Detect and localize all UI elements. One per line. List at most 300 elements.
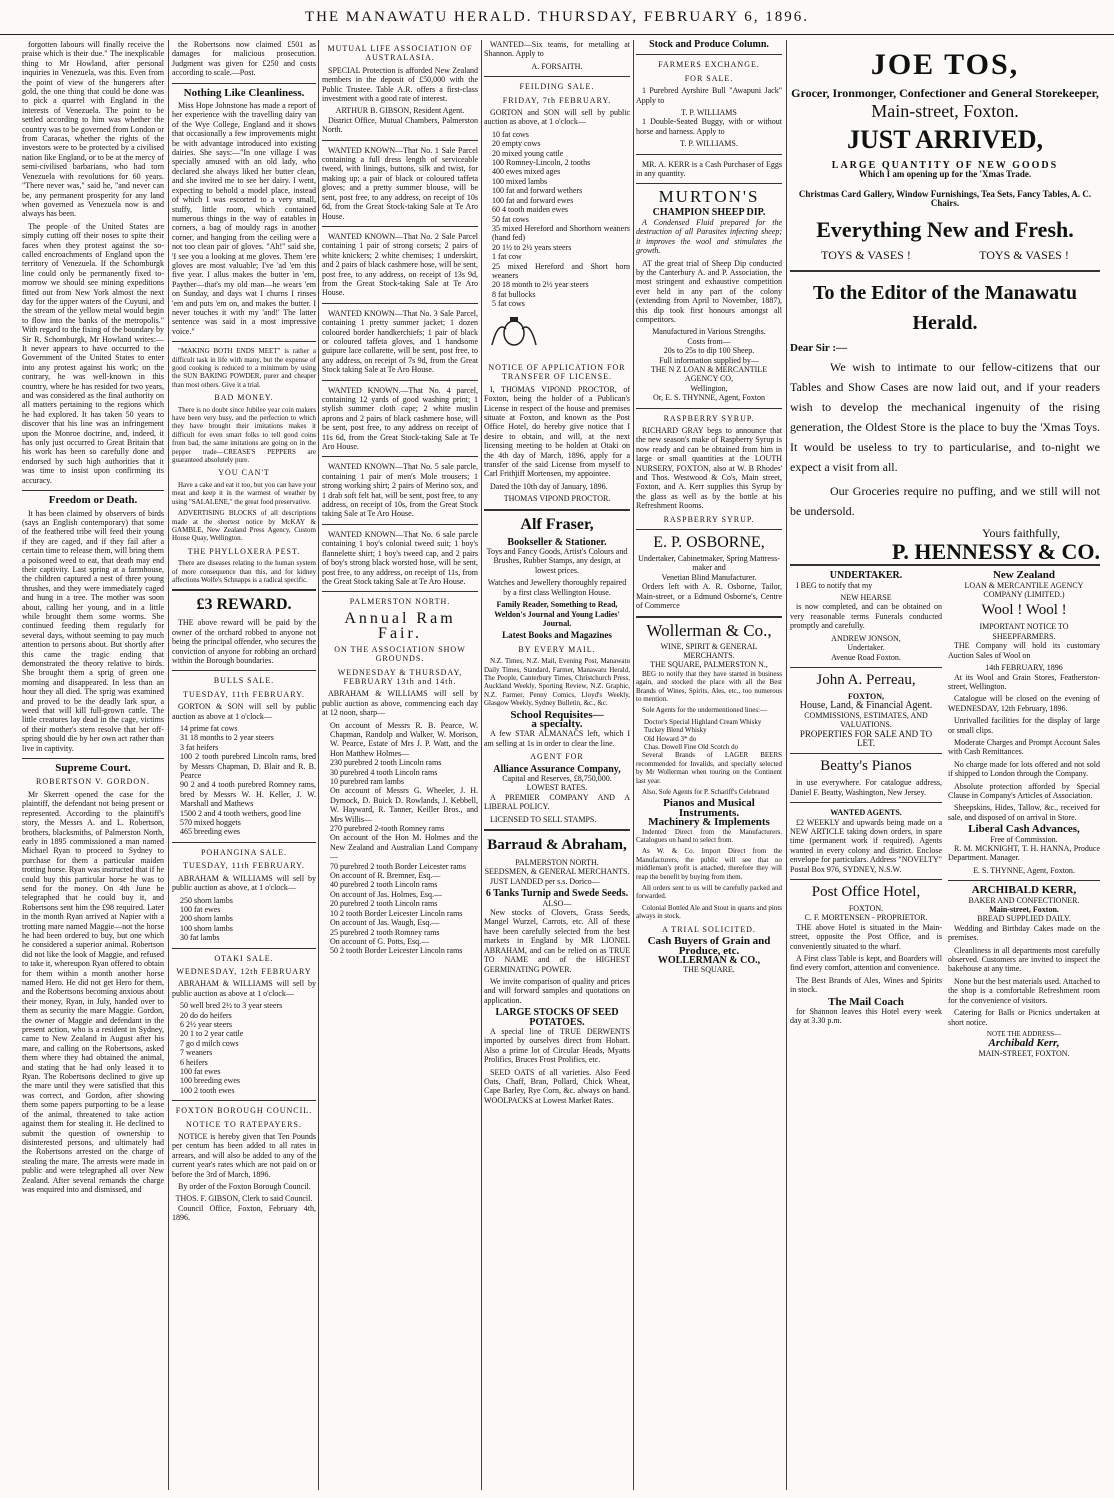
ad-text: All orders sent to us will be carefully packed and forwarded. — [636, 884, 782, 901]
classified-ad: 1 Double-Seated Buggy, with or without horse and harness. Apply to — [636, 117, 782, 136]
sale-list — [172, 896, 316, 943]
column-5 — [636, 40, 782, 1490]
ad-text: A Condensed Fluid prepared for the destruction of all Parasites infecting sheep; it improves the wool and stimulates the growth. — [636, 217, 782, 256]
list-item: 50 2 tooth Border Leicester Lincoln rams — [330, 946, 463, 956]
ad-heading: UNDERTAKER. — [829, 570, 903, 582]
ad-signature: T. P. WILLIAMS. — [680, 139, 738, 149]
notice-heading: FOXTON BOROUGH COUNCIL. — [175, 1106, 313, 1116]
ad-text: AT the great trial of Sheep Dip conducted by the Canterbury A. and P. Association, the most stringent and exhaustive competition ever held in any part of the colony (extending from April to November, 1887), this dip took first honours amongst all competitors. — [636, 258, 782, 324]
ad-heading: New Zealand — [992, 569, 1056, 582]
ad-text: £2 WEEKLY and upwards being made on a NEW ARTICLE taking down orders, in spare time (permanent work if required). Agents wanted in every colony and district. Enclose envelope for particulars. Address "NOVELTY" Postal Box 976, SYDNEY, N.S.W. — [790, 817, 942, 874]
ad-text: THE Company will hold its customary Auction Sales of Wool on — [948, 641, 1100, 660]
section-heading: Stock and Produce Column. — [649, 40, 769, 50]
ad-text: Full information supplied by— — [659, 355, 759, 365]
ad-text: We invite comparison of quality and prices and will forward samples and quotations on application. — [484, 976, 630, 1005]
list-item: 7 weaners — [180, 1048, 213, 1058]
list-item: 8 fat bullocks — [492, 289, 536, 299]
list-item: 200 shorn lambs — [180, 914, 233, 924]
letter-paragraph: Our Groceries require no puffing, and we still will not be undersold. — [790, 484, 1100, 519]
divider — [172, 83, 316, 84]
sale-text: GORTON & SON will sell by public auction as above at 1 o'clock— — [172, 702, 316, 721]
sale-heading: BULLS SALE. — [213, 676, 275, 686]
list-item: On account of Jas. Waugh, Esq.— — [330, 918, 440, 928]
ad-text: THE SQUARE. — [683, 965, 735, 975]
divider — [948, 880, 1100, 881]
ad-text: Also, Sole Agents for P. Schariff's Celebrated — [642, 788, 770, 796]
wanted-ad: WANTED KNOWN—That No. 3 Sale Parcel, containing 1 pretty summer jacket; 1 dozen coloured border handkerchiefs; 1 pair of black or coloured taffeta gloves, and 1 handsome guipure lace collarette, will be sent, post free, to any address, on receipt of 7s 9d, from the Great Stock taking Sale at Te Aro House. — [322, 308, 478, 375]
joe-tos-trade: Grocer, Ironmonger, Confectioner and General Storekeeper, — [791, 86, 1099, 100]
ad-text: Christmas Card Gallery, Window Furnishings, Tea Sets, Fancy Tables, A. C. Chairs. — [798, 188, 1092, 209]
ad-text: Or, E. S. THYNNE, Agent, Foxton — [653, 393, 765, 403]
divider — [172, 842, 316, 843]
ad-text: RICHARD GRAY begs to announce that the new season's make of Raspberry Syrup is now ready and can be obtained from him in large or small quantities at the LOUTH NURSERY, FOXTON, also at W. B Rhodes' and Thos. Westwood & Co's, Main street, Foxton, and A. Kerr supplies this Syrup by the glass as well as by the bottle at his Refreshment Rooms. — [636, 426, 782, 511]
ad-paragraph: There are diseases relating to the human system of more consequence than this, and for kidney affections Wolfe's Schnapps is a radical specific. — [172, 559, 316, 584]
post-office-hotel-heading: Post Office Hotel, — [811, 884, 921, 900]
ad-text: Undertaker. — [847, 643, 885, 653]
ad-text: New stocks of Clovers, Grass Seeds, Mangel Wurzel, Carrots, etc. All of these have been carefully selected from the best markets in England by MR LIONEL ABRAHAM, and can be relied on as TRUE TO NAME and of the HIGHEST GERMINATING POWER. — [484, 908, 630, 974]
ad-text: 20s to 25s to dip 100 Sheep. — [663, 346, 755, 356]
wanted-ad: WANTED KNOWN—That No. 2 Sale Parcel containing 1 pair of strong corsets; 2 pairs of white knickers; 2 white chemises; 1 underskirt, and 2 pairs of black cashmere hose, will be sent, post free, to any address, on receipt of 13s 9d, from the Great Stock-taking Sale at Te Aro House. — [322, 231, 478, 298]
ad-text: House, Land, & Financial Agent. — [799, 700, 933, 712]
wanted-ad: WANTED KNOWN—That No. 1 Sale Parcel containing a full dress length of serviceable tweed, with linings, buttons, silk and twist, for making up; a pair of black or coloured taffeta gloves; and a pretty summer blouse, will be sent, post free, to any address, on receipt of 10s 6d, from the Great Stock-taking Sale at Te Aro House. — [322, 145, 478, 221]
perreau-heading: John A. Perreau, — [816, 671, 916, 688]
list-item: 20 do do heifers — [180, 1010, 232, 1020]
list-item: Tuckey Blend Whisky — [644, 726, 707, 735]
sale-text: ABRAHAM & WILLIAMS will sell by public auction as above at 1 o'clock— — [172, 979, 316, 998]
list-item: 1 fat cow — [492, 252, 522, 262]
ad-text: None but the best materials used. Attached to the shop is a comfortable Refreshment room for the convenience of visitors. — [948, 976, 1100, 1005]
ad-text: Main-street, Foxton. — [989, 905, 1059, 915]
ad-heading: MUTUAL LIFE ASSOCIATION OF AUSTRALASIA. — [327, 44, 473, 63]
ad-text: Wellington, — [690, 383, 728, 393]
list-item: 10 purebred ram lambs — [330, 777, 404, 786]
list-item: 50 fat cows — [492, 214, 529, 224]
ad-text: for Shannon leaves this Hotel every week day at 3.30 p.m. — [790, 1007, 942, 1026]
toys-row — [790, 247, 1100, 262]
ad-text: NEW HEARSE — [840, 593, 892, 603]
letter-salutation: Dear Sir :— — [790, 342, 848, 355]
toys-label: TOYS & VASES ! — [979, 247, 1069, 262]
reward-heading: £3 REWARD. — [196, 596, 292, 614]
list-item: 100 2 tooth ewes — [180, 1085, 235, 1095]
ram-fair-heading: Annual Ram Fair. — [344, 609, 456, 642]
editor-letter-heading: To the Editor of the Manawatu Herald. — [813, 282, 1077, 335]
list-item: Doctor's Special Highland Cream Whisky — [644, 717, 762, 726]
ad-text: LOAN & MERCANTILE AGENCY COMPANY (LIMITED.) — [964, 580, 1084, 600]
ad-text: FOXTON, — [847, 691, 885, 701]
ad-text: Catalogue will be closed on the evening of WEDNESDAY, 12th February, 1896. — [948, 694, 1100, 713]
divider — [172, 948, 316, 949]
list-item: 100 shorn lambs — [180, 923, 233, 933]
ad-paragraph: Have a cake and eat it too, but you can have your meat and keep it in the warmest of weather by using "SALALENE," the great food preservative. — [172, 480, 316, 506]
divider — [322, 303, 478, 304]
ad-text: Watches and Jewellery thoroughly repaired by a first class Wellington House. — [487, 578, 627, 597]
list-item: On account of Jas. Holmes, Esq.— — [330, 889, 442, 899]
sale-date: TUESDAY, 11th FEBRUARY. — [183, 861, 305, 871]
column-3 — [322, 40, 478, 1490]
list-item: 1500 2 and 4 tooth wethers, good line — [180, 808, 301, 818]
section-heading: FOR SALE. — [684, 73, 734, 83]
ad-text: BEG to notify that they have started in business again, and stocked the place with all the Best Brands of Wines, Spirits, Ales, etc., too numerous to mention. — [636, 669, 782, 703]
list-item: 400 ewes mixed ages — [492, 167, 561, 177]
ad-text: Sheepskins, Hides, Tallow, &c., received for sale, and disposed of on arrival in Store. — [948, 803, 1100, 822]
classified-ad: MR. A. KERR is a Cash Purchaser of Eggs in any quantity. — [636, 159, 782, 179]
osborne-heading: E. P. OSBORNE, — [653, 534, 765, 552]
list-item: 465 breeding ewes — [180, 827, 240, 837]
wanted-ad: WANTED KNOWN.—That No. 4 parcel, containing 12 yards of good washing print; 1 stylish summer cloth cape; 2 white muslin aprons and 2 pairs of black cashmere hose, will be sent, post free, to any address on receipt of 11s 6d, from the Great Stock-taking Sale at Te Aro House. — [322, 385, 478, 452]
ad-signature: Archibald Kerr, — [988, 1037, 1060, 1050]
list-item: 100 fat ewes — [180, 1067, 221, 1076]
ad-text: At its Wool and Grain Stores, Featherston-street, Wellington. — [948, 672, 1100, 691]
ad-heading: Liberal Cash Advances, — [968, 823, 1080, 836]
list-item: On account of R. Bremner, Esq.— — [330, 871, 441, 881]
divider — [790, 753, 942, 754]
notice-date: Dated the 10th day of January, 1896. — [490, 481, 608, 491]
everything-new-heading: Everything New and Fresh. — [816, 216, 1074, 242]
ad-signature: T. P. WILLIAMS — [681, 108, 737, 118]
ad-text: A PREMIER COMPANY AND A LIBERAL POLICY. — [484, 792, 630, 812]
sale-text: GORTON and SON will sell by public auction as above, at 1 o'clock— — [484, 108, 630, 127]
wanted-ad: WANTED KNOWN—That No. 6 sale parcle containing 1 boy's colonial tweed suit; 1 boy's flannelette shirt; 1 boy's tweed cap, and 2 pairs of boy's strong black worsted hose, will be sent, post free, to any address, on receipt of 11s, from the Great Stock taking Sale at Te Aro House. — [322, 529, 478, 586]
list-item: 3 fat heifers — [180, 742, 219, 752]
ad-text: Cleanliness in all departments most carefully observed. Customers are invited to inspect the bakehouse at any time. — [948, 945, 1100, 974]
section-heading: FARMERS EXCHANGE. — [658, 60, 760, 70]
ad-text: NOTE THE ADDRESS— — [986, 1029, 1062, 1038]
ad-text: A TRIAL SOLICITED. — [662, 924, 756, 934]
letter-closing: Yours faithfully, — [981, 526, 1060, 541]
sale-list — [172, 1001, 316, 1095]
sale-heading: POHANGINA SALE. — [200, 847, 288, 857]
ad-text: C. F. MORTENSEN - PROPRIETOR. — [804, 913, 928, 923]
ad-text: A few STAR ALMANACS left, which I am selling at 1s in order to clear the line. — [484, 729, 630, 748]
alf-fraser-heading: Alf Fraser, — [520, 515, 594, 533]
ad-text: THE SQUARE, PALMERSTON N., — [650, 660, 768, 670]
murton-heading: MURTON'S — [658, 187, 760, 207]
list-item: 25 mixed Hereford and Short horn weaners — [492, 261, 630, 280]
ad-text: The Best Brands of Ales, Wines and Spirits in stock. — [790, 975, 942, 995]
notice-subheading: NOTICE TO RATEPAYERS. — [186, 1119, 302, 1129]
ad-heading: YOU CAN'T — [218, 468, 270, 478]
list-item: 10 fat cows — [492, 129, 529, 139]
list-item: On account of G. Potts, Esq.— — [330, 936, 430, 946]
ad-text: Latest Books and Magazines — [502, 630, 612, 641]
letter-body — [790, 357, 1100, 521]
divider — [790, 667, 942, 668]
ad-signature: R. M. MCKNIGHT, T. H. HANNA, Produce Department. Manager. — [948, 844, 1100, 863]
ad-text: Costs from— — [687, 336, 731, 346]
ad-heading: THE PHYLLOXERA PEST. — [187, 546, 301, 556]
joe-tos-address: Main-street, Foxton. — [871, 101, 1019, 121]
divider — [322, 140, 478, 141]
list-item: 60 4 tooth maiden ewes — [492, 205, 568, 215]
beatty-heading: Beatty's Pianos — [820, 758, 912, 775]
ad-text: A First class Table is kept, and Boarders will find every comfort, attention and convenience. — [790, 954, 942, 973]
ad-text: SEEDSMEN, & GENERAL MERCHANTS. — [484, 867, 630, 877]
wanted-ad: WANTED KNOWN—That No. 5 sale parcle, containing 1 pair of men's Mole trousers; 1 strong working shirt; 2 pairs of Merino sox, and 1 drab soft felt hat, will be sent, post free, to any address, on receipt of 10s, from the Great Stock taking Sale at Te Aro House. — [322, 462, 478, 519]
list-item: 100 mixed lambs — [492, 176, 548, 186]
ad-text: 14th FEBRUARY, 1896 — [985, 663, 1063, 673]
article-heading: Supreme Court. — [55, 762, 131, 775]
list-item: 7 go d milch cows — [180, 1038, 239, 1048]
divider — [790, 270, 1100, 272]
ad-heading: School Requisites— — [510, 708, 604, 721]
ad-text: SPECIAL Protection is afforded New Zealand members in the deposit of £50,000 with the Public Trustee. Table A.R. offers a first-class investment with a good rate of interest. — [322, 65, 478, 104]
list-item: 20 purebred 2 tooth Lincoln rams — [330, 899, 438, 909]
list-item: 20 mixed young cattle — [492, 148, 564, 158]
article-paragraph: Miss Hope Johnstone has made a report of her experience with the travelling dairy van of the Wye College, England and it shows that occasionally a few improvements might be with advantage introduced into existing dairies. She says:—"In one village I was specially amused with an old lady, who declared she always liked her butter clean, and she invited me to see her dairy. I went, expecting to behold a model place, instead of which I was escorted to a very small, stuffy, little room, which contained numerous things in the way of eatables in corners, a bag of mouldy rags in another corner, and hanging from the ceiling were a not too clean pair of gloves. "Ah!" said she, 'I see you a looking at me gloves. Them 'ere gloves are most valuable; I've 'ad 'em this five year. I allus makes the butter in 'em, Payther—that's my old man—he wears 'em on Sunday, and days wat I churns I rinses 'em and puts 'em on, and makes the butter. I never touches it with my 'and!' The latter sentence was said in a most impressive voice." — [172, 101, 316, 336]
column-rule — [168, 40, 169, 1490]
list-item: 20 1½ to 2½ years steers — [492, 242, 572, 252]
sale-list — [172, 724, 316, 837]
archibald-kerr-heading: ARCHIBALD KERR, — [971, 884, 1077, 897]
divider — [484, 829, 630, 831]
ad-text: Toys and Fancy Goods, Artist's Colours and Brushes, Rubber Stamps, any design, at lowest prices. — [486, 547, 628, 575]
article-paragraph: The people of the United States are simply cutting off their noses to spite their faces when they protest against the so-called encroachments of England upon the territory of Venezuela. If the Schomburgk line could only be permanently fixed to-morrow we should see mining expeditions fitted out from New York almost the next day for the upper waters of the Cuyuni, and the stream of the yellow metal would begin to flow into the banks of the metropolis." With regard to the fixing of the boundary by Sir R. Schomburgk, Mr Howland writes:—It never appears to have occurred to the Government of the United States to enter into any protest against his work; on the contrary, he was well-known in this country, where he has resided for two years, and was considered as the final authority on all matters pertaining to the regions which he had explored. It has taken 50 years to discover that his line was an infringement upon the Monroe doctrine, and, indeed, it has only just occurred to Great Britain that his work has been so carefully done and endorsed by such high authorities that it was time to insist upon confirming its accuracy. — [22, 221, 164, 485]
joe-tos-heading: JOE TOS, — [870, 48, 1020, 81]
ad-text: BREAD SUPPLIED DAILY. — [977, 914, 1071, 924]
list-item: 30 fat lambs — [180, 933, 220, 943]
ad-text: THE above Hotel is situated in the Main-street, opposite the Post Office, and is conveniently situated to the wharf. — [790, 922, 942, 951]
list-item: 100 fat ewes — [180, 904, 221, 914]
list-item: 20 1 to 2 year cattle — [180, 1029, 244, 1039]
divider — [790, 802, 942, 803]
divider — [790, 879, 942, 880]
ad-heading: Cash Buyers of Grain and Produce, etc. — [647, 935, 771, 957]
ad-text: Manufactured in Various Strengths. — [652, 327, 766, 337]
ad-text: N.Z. Times, N.Z. Mail, Evening Post, Manawatu Daily Times, Standard, Farmer, Manawatu Herald, The People, Canterbury Times, Christchurch Press, Auckland Weekly, Sporting Review, N.Z. Graphic, N.Z. Farmer, Penny Comics, Lloyd's Weekly, Glasgow Weekly, Sydney Bulletin, &c., &c. — [484, 657, 630, 708]
divider — [172, 589, 316, 591]
ad-text: THE N Z LOAN & MERCANTILE AGENCY CO, — [650, 364, 768, 384]
product-list — [636, 718, 782, 752]
murton-subheading: CHAMPION SHEEP DIP. — [652, 207, 766, 219]
ad-text: SEED OATS of all varieties. Also Feed Oats, Chaff, Bran, Pollard, Chick Wheat, Cape Barley, Rye Corn, &c. always on hand. WOOLPACKS at Lowest Market Rates. — [484, 1067, 630, 1105]
ad-heading: Pianos and Musical Instruments. — [663, 797, 755, 819]
list-item: 100 2 tooth purebred Lincoln rams, bred by Messrs Chapman, D. Blair and R. B. Pearce — [180, 752, 316, 781]
divider — [322, 524, 478, 525]
ad-text: PALMERSTON NORTH. — [515, 858, 599, 868]
list-item: 230 purebred 2 tooth Lincoln rams — [330, 758, 442, 768]
divider — [172, 670, 316, 671]
ad-paragraph: ADVERTISING BLOCKS of all descriptions made at the shortest notice by McKAY & GAMBLE, New Zealand Press Agency, Custom House Quay, Wellington. — [172, 509, 316, 543]
ad-text: Venetian Blind Manufacturer. — [661, 572, 757, 582]
article-paragraph: It has been claimed by observers of birds (says an English contemporary) that some of the feathered tribe will feed their young if they are caged, and if they fail after a certain time to release them, will bring them a poisoned weed to eat, that death may end their captivity. Last spring at a farmhouse, the children captured a nest of three young thrushes, and they were immediately caged and hung in a tree. The mother was soon about, calling her young, and in a little while brought them some worms. She continued feeding them regularly for several days, without seeming to pay much attention to persons about. But shortly after this came the tragic ending that demonstrated the theory relative to birds. She brought them a sprig of green one morning and disappeared. In less than an hour they all died. The sprig was examined and proved to be the deadly lark spur, a weed that will kill full-grown cattle. The little creatures lay dead in the cage, victims of their mother's stern resolve that her off-spring should die by her own act rather than live in captivity. — [22, 508, 164, 753]
ad-text: Family Reader, Something to Read, Weldon's Journal and Young Ladies' Journal. — [494, 600, 620, 628]
list-item: 6 heifers — [180, 1057, 208, 1067]
ad-heading: RASPBERRY SYRUP. — [663, 413, 755, 423]
divider — [22, 490, 164, 491]
list-item: 70 purebred 2 tooth Border Leicester rams — [330, 861, 466, 871]
ad-heading: BAD MONEY. — [214, 393, 274, 403]
just-arrived-heading: JUST ARRIVED, — [846, 125, 1043, 154]
notice-signature: THOMAS VIPOND PROCTOR. — [503, 494, 611, 504]
barraud-heading: Barraud & Abraham, — [487, 837, 627, 854]
column-rule — [786, 40, 787, 1490]
column-6 — [790, 40, 1100, 1490]
ad-heading: LARGE STOCKS OF SEED POTATOES. — [495, 1007, 619, 1028]
list-item: 14 prime fat cows — [180, 724, 238, 733]
list-item: 40 purebred 2 tooth Lincoln rams — [330, 880, 438, 890]
coat-of-arms-icon — [484, 315, 544, 351]
list-item: 90 2 and 4 tooth purebred Romney rams, bred by Messrs W. H. Keller, J. W. Marshall and Mathews — [180, 780, 316, 809]
list-item: Old Howard 3* do — [644, 734, 697, 743]
list-item: 250 shorn lambs — [180, 895, 233, 905]
list-item: 100 fat and forward wethers — [492, 186, 583, 196]
ad-heading: Alliance Assurance Company, — [493, 763, 621, 775]
ad-heading: WANTED AGENTS. — [830, 808, 902, 818]
ad-heading: RASPBERRY SYRUP. — [663, 514, 755, 524]
letter-signature: P. HENNESSY & CO. — [891, 538, 1100, 564]
sale-date: FRIDAY, 7th FEBRUARY. — [502, 95, 612, 105]
list-item: 100 breeding ewes — [180, 1076, 240, 1086]
sale-list — [484, 130, 630, 309]
sale-heading: OTAKI SALE. — [214, 953, 274, 963]
ad-text: ALSO— — [542, 898, 572, 908]
list-item: On account of Messrs G. Wheeler, J. H. Dymock, D. Buick D. Rowlands, J. Kebbell, W. Hayward, R. Tanner, Keiller Bros., and Mrs Willis— — [330, 786, 478, 824]
ad-text: in use everywhere. For catalogue address, Daniel F. Beatty, Washington, New Jersey. — [790, 778, 942, 797]
column-rule — [481, 40, 482, 1490]
sale-text: ABRAHAM & WILLIAMS will sell by public auction as above, at 1 o'clock— — [172, 873, 316, 893]
ad-heading: 6 Tanks Turnip and Swede Seeds. — [485, 888, 629, 900]
notice-text: NOTICE is hereby given that Ten Pounds per centum has been added to all rates in arrears, and will also be added to any of the current year's rates which are not paid on or before the 3rd of March, 1896. — [172, 1132, 316, 1179]
ad-text: PROPERTIES FOR SALE AND TO LET. — [799, 728, 933, 748]
ad-text: LICENSED TO SELL STAMPS. — [490, 814, 597, 824]
ad-text: IMPORTANT NOTICE TO SHEEPFARMERS. — [979, 622, 1069, 641]
list-item: 31 18 months to 2 year steers — [180, 733, 274, 743]
list-item: 100 fat and forward ewes — [492, 195, 574, 205]
sale-text: ABRAHAM & WILLIAMS will sell by public auction as above, commencing each day at 12 noon, sharp— — [322, 689, 478, 718]
ad-text: LARGE QUANTITY OF NEW GOODS — [831, 160, 1059, 171]
list-item: 20 18 month to 2½ year steers — [492, 280, 589, 290]
sale-date: WEDNESDAY, 12th FEBRUARY — [176, 966, 312, 976]
ad-heading: Machinery & Implements — [648, 816, 770, 829]
sale-list — [322, 721, 478, 956]
reward-text: THE above reward will be paid by the owner of the orchard robbed to anyone not being the principal offender, who secures the conviction of anyone for robbing an orchard within the Borough boundaries. — [172, 618, 316, 665]
sale-venue: ON THE ASSOCIATION SHOW GROUNDS. — [334, 644, 466, 664]
ad-text: Colonial Bottled Ale and Stout in quarts and pints always in stock. — [636, 903, 782, 921]
ad-text: BAKER AND CONFECTIONER. — [968, 895, 1080, 905]
divider — [636, 154, 782, 155]
wollerman-heading: Wollerman & Co., — [646, 620, 772, 640]
list-item: 10 2 tooth Border Leicester Lincoln rams — [330, 908, 463, 918]
divider — [322, 456, 478, 457]
ad-text: Avenue Road Foxton. — [831, 652, 901, 662]
ad-signature: ANDREW JONSON, — [831, 633, 901, 643]
ad-text: LOWEST RATES. — [526, 783, 588, 793]
ad-text: COMMISSIONS, ESTIMATES, AND VALUATIONS. — [804, 710, 928, 730]
masthead: THE MANAWATU HERALD. THURSDAY, FEBRUARY 6, 1896. — [0, 0, 1114, 35]
ad-text: I BEG to notify that my — [796, 580, 873, 590]
list-item: 25 purebred 2 tooth Romney rams — [330, 927, 440, 937]
list-item: 30 purebred 4 tooth Lincoln rams — [330, 767, 438, 777]
ad-text: A special line of TRUE DERWENTS imported by ourselves direct from Hobart. Also a prime lot of Circular Heads, Myatts Prolifics, Bruces Frost Prolifics, etc. — [484, 1026, 630, 1065]
divider — [322, 380, 478, 381]
ad-paragraph: There is no doubt since Jubilee year coin makers have been very busy, and the perfection to which they have brought their imitations makes it difficult for even smart folks to tell good coins from bad, the same imitations are going on in the pepper trade—CREASE'S PEPPERS are guaranteed absolutely pure. — [172, 405, 316, 465]
list-item: On account of Messrs R. B. Pearce, W. Chapman, Randolp and Walker, W. Morison, W. Pearce, Estate of Mrs J. P. Watt, and the Hon Matthew Holmes— — [330, 720, 478, 758]
article-heading: Freedom or Death. — [48, 494, 138, 507]
ad-text: Capital and Reserves, £8,750,000. — [502, 774, 612, 783]
ad-text: As W. & Co. Import Direct from the Manufacturers, the public will see that no middleman's profit is attached, therefore they will reap the benefit by buying from them. — [636, 847, 782, 881]
ad-text: BY EVERY MAIL. — [518, 644, 596, 654]
classified-ad: 1 Purebred Ayrshire Bull "Awapuni Jack" Apply to — [636, 86, 782, 105]
wanted-ad: WANTED—Six teams, for metalling at Shannon. Apply to — [484, 40, 630, 59]
divider — [636, 54, 782, 55]
article-paragraph: Mr Skerrett opened the case for the plaintiff, the defendant not being present or represented. According to the plaintiff's story, the Messrs A. and L. Robertson, brothers, blacksmiths, of Palmerston North, early in 1895 commissioned a man named Michael Ryan to proceed to Sydney to purchase for them a particular maiden trotting horse. Ryan was instructed that if he could buy this particular horse he was to send for the money. On 4th June he telegraphed that he could buy it, and Robertsons sent him the £98 required. Later in the month Ryan arrived at Napier with a trotting mare named Maggie—not the horse he had been ordered to buy, but one which he considered a superior animal. Robertson did not like the look of Maggie, and refused to take it, whereupon Ryan offered to obtain for them within a month another horse named Hero. He did not get Hero for them, and the Robertsons becoming anxious about their money, Ryan, in July, handed over to them as security the mare Maggie. Gordon, the owner of Maggie and defendant in the present action, who is a resident in Sydney, came to New Zealand in August after his mare, and calling on the Robertsons, asked them where they had obtained the animal, and stating that he had only leased it to Ryan. The Robertsons declined to give up the mare until they were satisfied that this was correct, and Gordon, after showing them some papers purporting to be a lease of the animal, threatened to take action against them for stealing it. He declined to submit the question of ownership to disinterested persons, and ultimately had the Robertsons arrested on the charge of stealing the mare. The arrests were made in public and were telegraphed all over New Zealand. After several remands the charge was enquired into and dismissed, and — [22, 789, 164, 1194]
article-paragraph: the Robertsons now claimed £501 as damages for malicious prosecution. Judgment was given for £250 and costs according to scale.—Post. — [172, 40, 316, 78]
ad-text: FOXTON. — [848, 904, 884, 913]
ad-text: Indented Direct from the Manufacturers. Catalogues on hand to select from. — [636, 827, 782, 845]
divider — [484, 509, 630, 511]
ad-text: Sole Agents for the undermentioned lines:— — [642, 706, 768, 715]
ad-text: Catering for Balls or Picnics undertaken at short notice. — [948, 1008, 1100, 1027]
column-4 — [484, 40, 630, 1490]
divider — [172, 1100, 316, 1101]
ad-text: AGENT FOR — [530, 752, 584, 762]
divider — [636, 408, 782, 409]
notice-date: Council Office, Foxton, February 4th, 1896. — [172, 1203, 316, 1223]
list-item: 5 fat cows — [492, 299, 525, 309]
list-item: 35 mixed Hereford and Shorthorn weaners (hand fed) — [492, 223, 630, 243]
ad-text: Wedding and Birthday Cakes made on the premises. — [948, 923, 1100, 943]
list-item: 6 2½ year steers — [180, 1019, 232, 1029]
column-rule — [633, 40, 634, 1490]
divider — [790, 564, 1100, 566]
notice-heading: NOTICE OF APPLICATION FOR TRANSFER OF LICENSE. — [488, 362, 626, 382]
sale-location: PALMERSTON NORTH. — [349, 597, 451, 607]
ad-text: Several Brands of LAGER BEERS recommended for Invalids, and specially selected by Mr Wollerman when touring on the Continent last year. — [636, 751, 782, 785]
ad-text: Absolute protection afforded by Special Clause in Company's Articles of Association. — [948, 781, 1100, 800]
list-item: 570 mixed hoggets — [180, 818, 241, 828]
ad-text: Which I am opening up for the 'Xmas Trade. — [858, 169, 1032, 180]
ad-heading: a specialty. — [531, 717, 583, 730]
ad-signature: E. S. THYNNE, Agent, Foxton. — [973, 865, 1075, 875]
list-item: 270 purebred 2-tooth Romney rams — [330, 824, 445, 834]
alf-fraser-subheading: Bookseller & Stationer. — [507, 536, 607, 548]
notice-signature: THOS. F. GIBSON, Clerk to said Council. — [175, 1194, 313, 1204]
list-item: Chas. Dowell Fine Old Scotch do — [644, 742, 739, 751]
ad-text: No charge made for lots offered and not sold if shipped to London through the Company. — [948, 759, 1100, 779]
toys-label: TOYS & VASES ! — [821, 247, 911, 262]
article-heading: Nothing Like Cleanliness. — [183, 86, 305, 99]
wool-heading: Wool ! Wool ! — [981, 602, 1067, 619]
divider — [22, 758, 164, 759]
bottom-two-column — [790, 571, 1100, 1058]
ad-text: Moderate Charges and Prompt Account Sales with Cash Remittances. — [948, 737, 1100, 757]
ad-paragraph: "MAKING BOTH ENDS MEET" is rather a difficult task in life with many, but the expense of good cooking is reduced to a minimum by using the SUN BAKING POWDER, purer and cheaper than most others. Give it a trial. — [172, 347, 316, 389]
column-2 — [172, 40, 316, 1490]
notice-text: I, THOMAS VIPOND PROCTOR, of Foxton, being the holder of a Publican's License in respect of the house and premises situate at Foxton, and known as the Post Office Hotel, do hereby give notice that I desire to obtain, and will, at the next licensing meeting to be holden at Otaki on the 4th day of March, 1896, apply for a transfer of the said License from myself to Carl Frithjiff Mortensen, my appointee. — [484, 384, 630, 479]
ad-text: Orders left with A. R. Osborne, Tailor, Main-street, or a Edmund Osborne's, Centre of Commerce — [636, 582, 782, 611]
list-item: On account of the Hon M. Holmes and the New Zealand and Australian Land Company— — [330, 833, 478, 862]
letter-paragraph: We wish to intimate to our fellow-citizens that our Tables and Show Cases are now laid out, and if your readers wish to develop the mechanical ingenuity of the rising generation, the Oldest Store is the place to buy the 'Xmas Toys. It would be useless to try to particularise, and to-night we expect a visit from all. — [790, 360, 1100, 475]
list-item: 50 well bred 2½ to 3 year steers — [180, 1001, 283, 1011]
article-paragraph: forgotten labours will finally receive the praise which is their due." The inexplicable thing to Mr Howland, after personal inquiries in Venezuela, was this. Even from the point of view of the hungerers after gold, the one thing that could be done was to pick a quarrel with England in the interests of Venezuela. The point to be settled according to him was whether the country was to be governed from London or from Caracas, whether the rights of the investors were to be protected by a civilised nation like England, or to be at the mercy of semi-civilised barbarians, who had torn Venezuela with revolutions for 60 years. "There never was," said he, "and never can be, any permanent prosperity for any land when governed as Venezuela now is and always has been. — [22, 40, 164, 219]
notice-text: By order of the Foxton Borough Council. — [178, 1182, 311, 1192]
sale-heading: FEILDING SALE. — [519, 82, 595, 92]
ad-text: WINE, SPIRIT & GENERAL MERCHANTS. — [660, 641, 758, 660]
divider — [172, 341, 316, 342]
ad-address: District Office, Mutual Chambers, Palmerston North. — [322, 115, 478, 135]
divider — [322, 591, 478, 592]
list-item: 100 Romney-Lincoln, 2 tooths — [492, 158, 591, 168]
divider — [636, 183, 782, 184]
ad-signature: ARTHUR B. GIBSON, Resident Agent. — [335, 106, 465, 116]
ad-heading: WOLLERMAN & CO., — [657, 954, 761, 966]
divider — [636, 616, 782, 618]
bottom-left — [790, 571, 942, 1058]
divider — [322, 226, 478, 227]
bottom-right — [948, 571, 1100, 1058]
ad-text: is now completed, and can be obtained on very reasonable terms Funerals conducted promptly and carefully. — [790, 602, 942, 631]
